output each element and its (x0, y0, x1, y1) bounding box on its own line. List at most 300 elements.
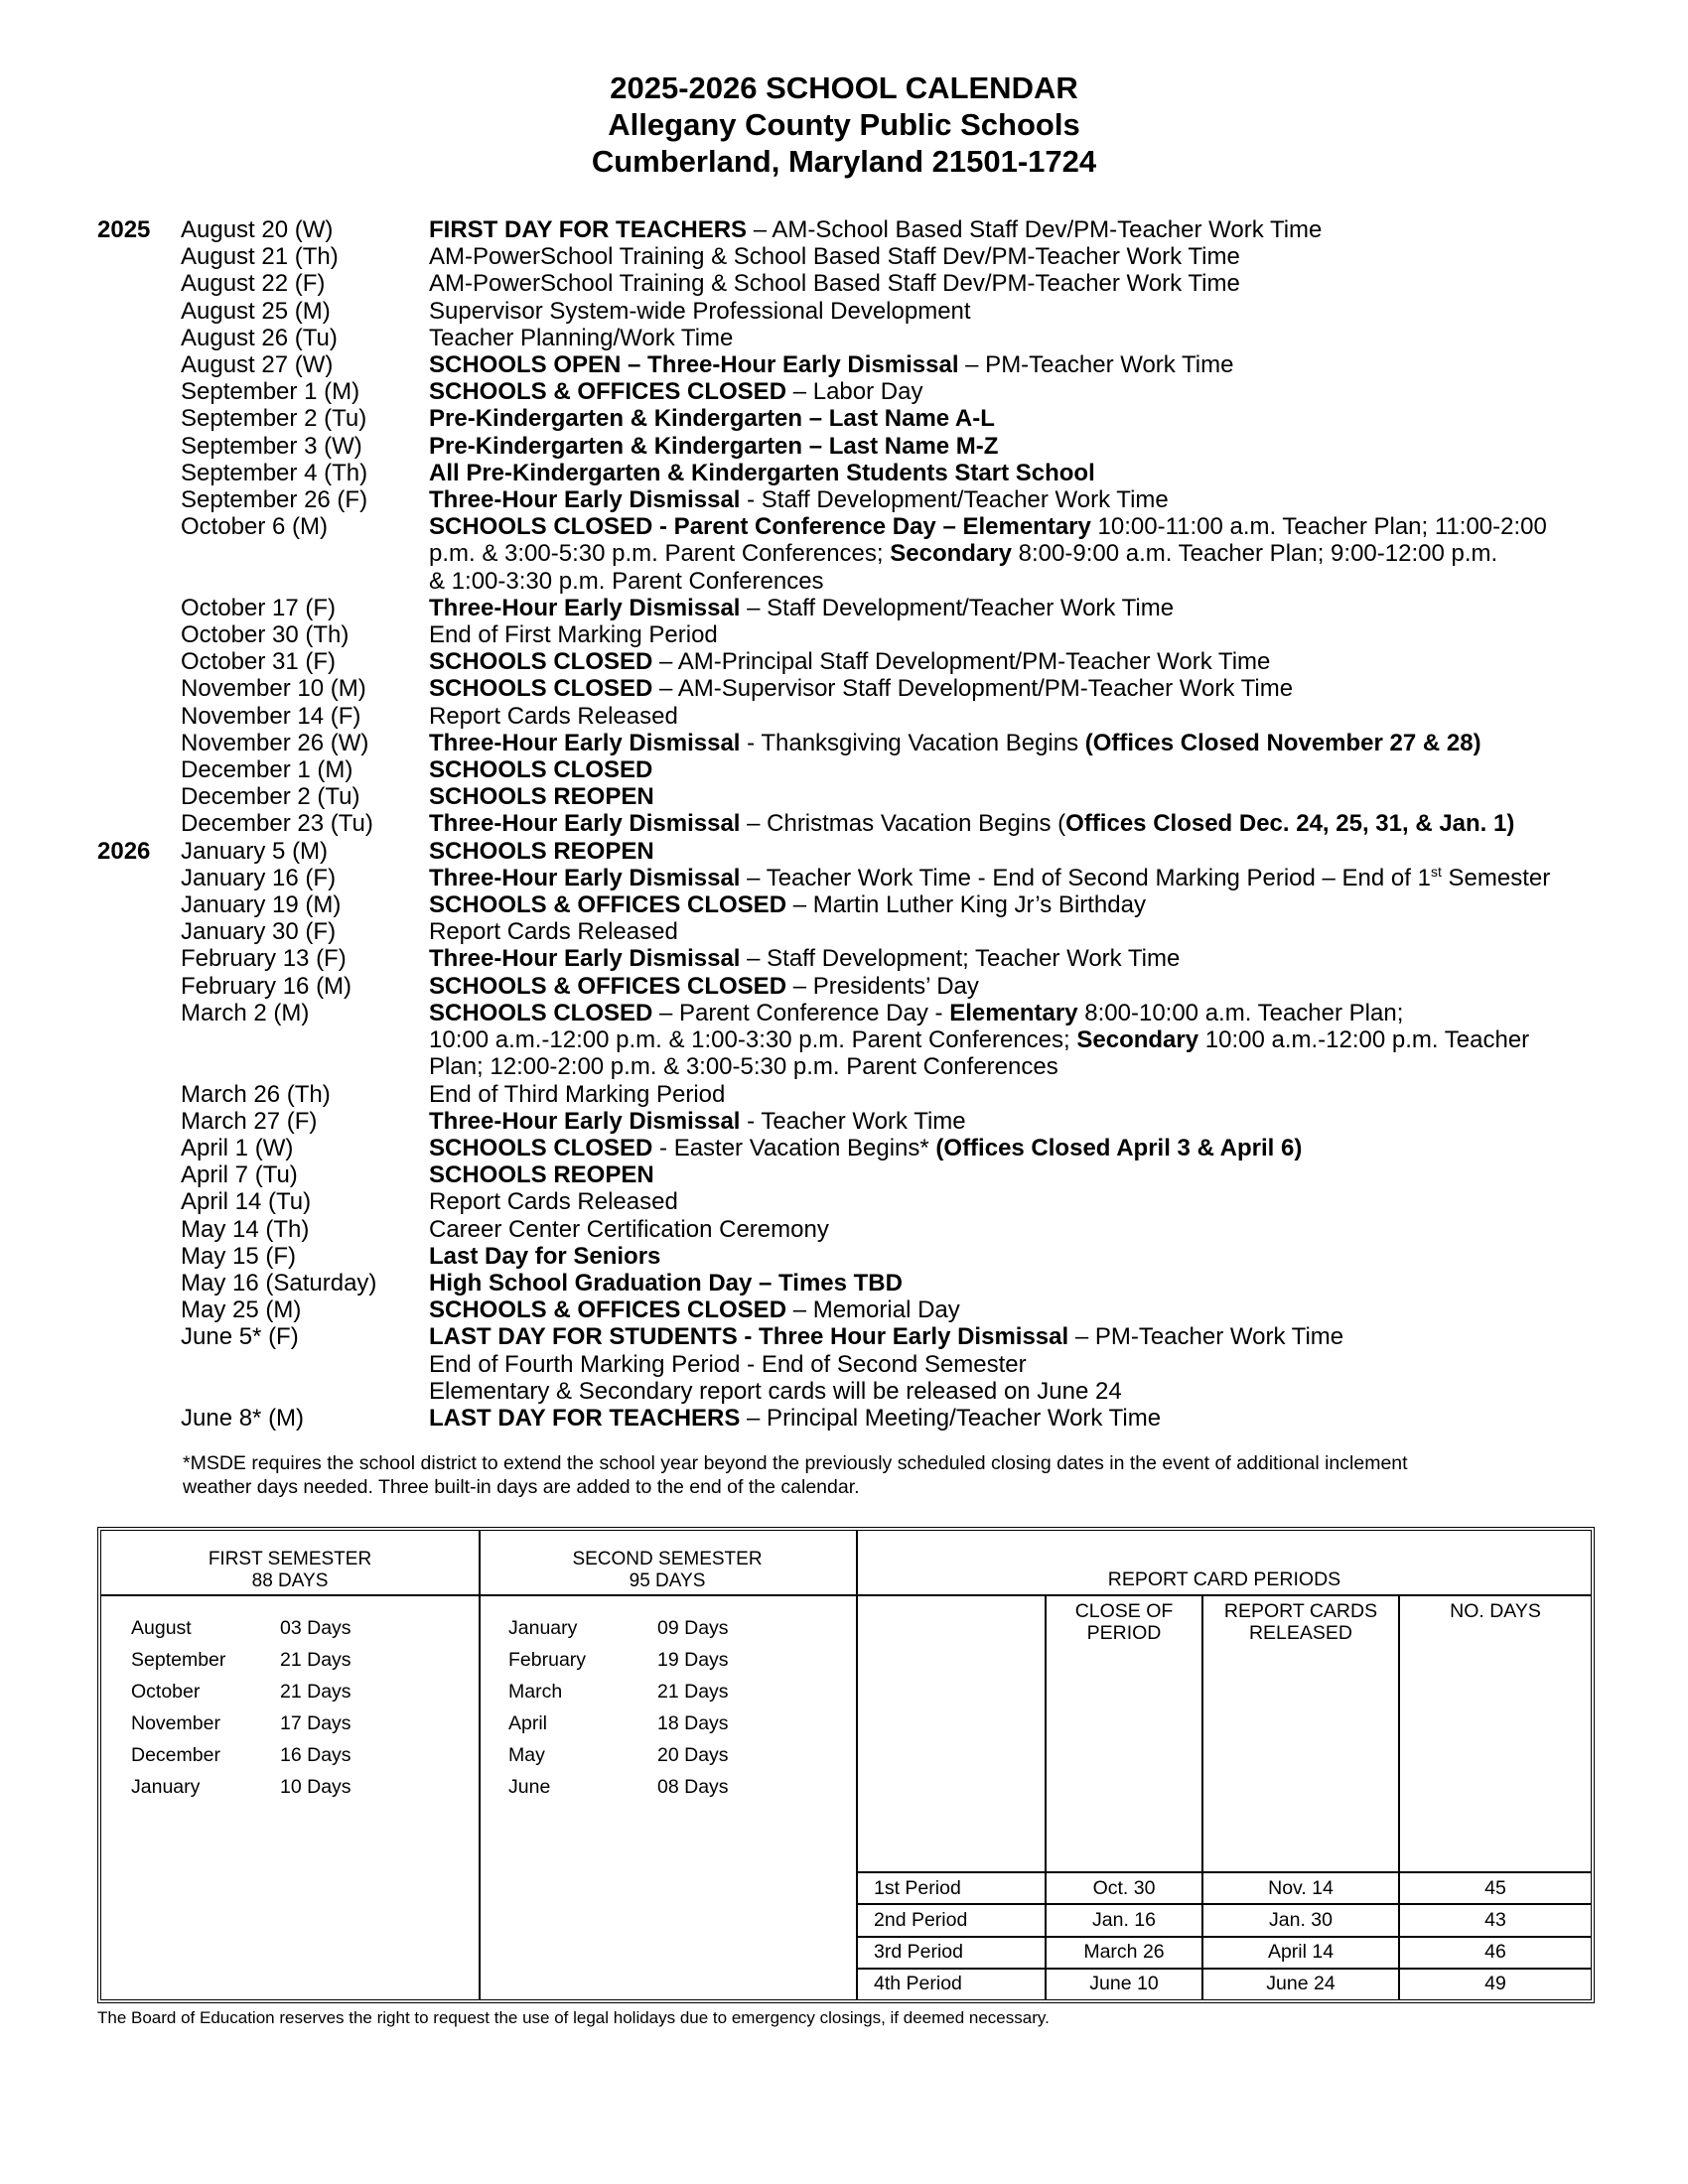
schedule-date: June 8* (M) (181, 1404, 305, 1432)
schedule-date: April 7 (Tu) (181, 1161, 298, 1189)
schedule-year (97, 783, 181, 810)
schedule-date: November 26 (W) (181, 729, 369, 756)
schedule-row (97, 1270, 1646, 1297)
schedule-event (429, 460, 1646, 486)
schedule-event (429, 1000, 1646, 1081)
schedule-date: June 5* (F) (181, 1323, 299, 1351)
first-semester-header (101, 1531, 479, 1596)
report-period-close: Oct. 30 (1046, 1872, 1202, 1904)
schedule-date: August 20 (W) (181, 216, 334, 243)
schedule-date: May 16 (Saturday) (181, 1269, 377, 1297)
schedule-row (97, 918, 1646, 945)
first-semester-days: 88 DAYS (251, 1570, 329, 1591)
schedule-year (97, 891, 181, 918)
schedule-date: August 22 (F) (181, 270, 326, 298)
schedule-event (429, 1188, 1646, 1215)
schedule-date: February 13 (F) (181, 945, 347, 973)
month-name: January (508, 1617, 578, 1639)
schedule-event (429, 433, 1646, 460)
schedule-year (97, 1161, 181, 1188)
schedule-row (97, 405, 1646, 432)
schedule-date: October 17 (F) (181, 594, 337, 621)
schedule-year (97, 270, 181, 297)
month-days: 08 Days (657, 1776, 729, 1798)
first-semester-title: FIRST SEMESTER (208, 1549, 372, 1570)
schedule-year (97, 756, 181, 783)
event-text-segment: AM-PowerSchool Training & School Based Staff Dev/PM-Teacher Work Time (429, 243, 1240, 271)
schedule-year (97, 460, 181, 486)
report-period-released: Jan. 30 (1202, 1904, 1399, 1936)
schedule-event (429, 810, 1646, 837)
schedule-year (97, 945, 181, 972)
month-days: 21 Days (280, 1681, 352, 1703)
schedule-year (97, 1216, 181, 1243)
schedule-event (429, 1108, 1646, 1135)
event-text-segment: – AM-School Based Staff Dev/PM-Teacher Work Time (747, 216, 1323, 243)
schedule-row (97, 648, 1646, 675)
schedule-event (429, 270, 1646, 297)
event-text-segment: FIRST DAY FOR TEACHERS (429, 216, 748, 243)
report-period-close: Jan. 16 (1046, 1904, 1202, 1936)
schedule-date: April 1 (W) (181, 1134, 294, 1161)
event-text-segment: – Labor Day (786, 378, 923, 406)
schedule-row (97, 621, 1646, 648)
month-days: 20 Days (657, 1744, 729, 1766)
event-text-segment: All Pre-Kindergarten & Kindergarten Students Start School (429, 459, 1095, 486)
schedule-event (429, 675, 1646, 702)
schedule-event (429, 243, 1646, 270)
schedule-row (97, 1000, 1646, 1081)
event-text-segment: (Offices Closed April 3 & April 6) (935, 1134, 1303, 1161)
schedule-event (429, 513, 1646, 595)
schedule-event (429, 703, 1646, 730)
report-period-period: 3rd Period (858, 1937, 1046, 1969)
event-text-segment: SCHOOLS & OFFICES CLOSED (429, 972, 787, 1000)
schedule-date: May 25 (M) (181, 1297, 302, 1324)
event-text-segment: Pre-Kindergarten & Kindergarten – Last Name A-L (429, 405, 995, 433)
schedule-year (97, 1000, 181, 1081)
schedule-event (429, 378, 1646, 405)
event-text-segment: SCHOOLS REOPEN (429, 1161, 654, 1189)
schedule-row (97, 756, 1646, 783)
schedule-year (97, 298, 181, 325)
report-period-close: June 10 (1046, 1969, 1202, 1999)
schedule-row (97, 675, 1646, 702)
schedule-event (429, 298, 1646, 325)
no-days-header: NO. DAYS (1399, 1596, 1591, 1872)
report-period-period: 4th Period (858, 1969, 1046, 1999)
schedule-year (97, 1323, 181, 1405)
event-text-segment: LAST DAY FOR TEACHERS (429, 1404, 741, 1432)
report-period-days: 43 (1399, 1904, 1591, 1936)
report-period-days: 49 (1399, 1969, 1591, 1999)
month-row (508, 1707, 856, 1739)
month-days: 19 Days (657, 1649, 729, 1671)
second-semester-title: SECOND SEMESTER (572, 1549, 763, 1570)
event-text-segment: Three-Hour Early Dismissal (429, 486, 741, 514)
schedule-date: April 14 (Tu) (181, 1188, 312, 1216)
event-text-segment: 8:00-9:00 a.m. Teacher Plan; 9:00-12:00 p.m. & 1:00-3:30 p.m. Parent Conferences (429, 540, 1498, 595)
event-text-segment: SCHOOLS REOPEN (429, 837, 654, 865)
schedule-date: November 14 (F) (181, 702, 361, 730)
schedule-event (429, 783, 1646, 810)
document-header (0, 69, 1688, 180)
month-row (131, 1771, 479, 1803)
summary-table (97, 1527, 1595, 2003)
schedule-event (429, 1405, 1646, 1432)
event-text-segment: – Staff Development; Teacher Work Time (740, 945, 1181, 973)
schedule-row (97, 1081, 1646, 1108)
schedule-date: September 3 (W) (181, 432, 362, 460)
schedule-row (97, 945, 1646, 972)
event-text-segment: Semester (1441, 864, 1551, 891)
close-header-line2: PERIOD (1086, 1622, 1162, 1644)
report-period-close: March 26 (1046, 1937, 1202, 1969)
month-name: January (131, 1776, 201, 1798)
schedule-year (97, 433, 181, 460)
month-name: November (131, 1712, 220, 1734)
schedule-event (429, 325, 1646, 351)
event-text-segment: Secondary (890, 540, 1012, 568)
schedule-year (97, 1297, 181, 1323)
event-text-segment: 8:00-10:00 a.m. Teacher Plan; 10:00 a.m.-12:00 p.m. & 1:00-3:30 p.m. Parent Conferences; (429, 999, 1404, 1054)
month-row (131, 1739, 479, 1771)
event-text-segment: – Parent Conference Day - (652, 999, 950, 1026)
event-text-segment: SCHOOLS CLOSED (429, 648, 653, 676)
month-row (131, 1612, 479, 1644)
schedule-list (97, 216, 1646, 1432)
schedule-row (97, 1135, 1646, 1161)
month-name: February (508, 1649, 587, 1671)
schedule-year (97, 1135, 181, 1161)
event-text-segment: Three-Hour Early Dismissal (429, 729, 741, 756)
event-text-segment: Three-Hour Early Dismissal (429, 864, 741, 891)
month-name: October (131, 1681, 201, 1703)
event-text-segment: SCHOOLS & OFFICES CLOSED (429, 1297, 787, 1324)
schedule-event (429, 945, 1646, 972)
month-name: March (508, 1681, 563, 1703)
schedule-event (429, 1216, 1646, 1243)
report-period-days: 46 (1399, 1937, 1591, 1969)
schedule-date: May 15 (F) (181, 1242, 297, 1270)
report-period-released: June 24 (1202, 1969, 1399, 1999)
first-semester-column (101, 1531, 481, 1999)
schedule-row (97, 783, 1646, 810)
close-header-line1: CLOSE OF (1074, 1600, 1174, 1622)
schedule-date: August 25 (M) (181, 297, 331, 325)
district-name: Allegany County Public Schools (608, 107, 1080, 142)
event-text-segment: Offices Closed Dec. 24, 25, 31, & Jan. 1) (1065, 810, 1515, 838)
report-period-released: Nov. 14 (1202, 1872, 1399, 1904)
report-period-days: 45 (1399, 1872, 1591, 1904)
schedule-row (97, 298, 1646, 325)
event-text-segment: - Thanksgiving Vacation Begins (740, 729, 1085, 756)
event-text-segment: Three-Hour Early Dismissal (429, 810, 741, 838)
month-row (131, 1644, 479, 1676)
schedule-year (97, 865, 181, 891)
event-text-segment: – PM-Teacher Work Time (958, 351, 1234, 379)
schedule-date: March 27 (F) (181, 1107, 318, 1135)
schedule-event (429, 1270, 1646, 1297)
calendar-title: 2025-2026 SCHOOL CALENDAR (610, 70, 1078, 105)
second-semester-months (479, 1596, 856, 1803)
schedule-row (97, 730, 1646, 756)
report-cards-released-header (1202, 1596, 1399, 1872)
event-text-segment: SCHOOLS CLOSED (429, 675, 653, 703)
schedule-date: September 1 (M) (181, 378, 360, 406)
schedule-row (97, 1405, 1646, 1432)
second-semester-column (479, 1531, 858, 1999)
report-card-grid (858, 1596, 1591, 1999)
schedule-row (97, 1297, 1646, 1323)
msde-note: *MSDE requires the school district to extend the school year beyond the previously scheduled closing dates in the event of additional inclement weather days needed. Three built-in days are added to the end of the calendar. (183, 1452, 1408, 1498)
event-text-segment: Elementary (949, 999, 1078, 1026)
schedule-event (429, 216, 1646, 243)
report-period-row (858, 1937, 1591, 1969)
schedule-year (97, 1243, 181, 1270)
event-text-segment: SCHOOLS CLOSED - Parent Conference Day – Elementary (429, 513, 1091, 541)
schedule-row (97, 1243, 1646, 1270)
event-text-segment: Supervisor System-wide Professional Development (429, 297, 971, 325)
second-semester-header (479, 1531, 856, 1596)
schedule-date: December 1 (M) (181, 756, 353, 784)
period-header-blank (858, 1596, 1046, 1872)
event-text-segment: – Memorial Day (786, 1297, 960, 1324)
schedule-event (429, 1323, 1646, 1405)
report-period-released: April 14 (1202, 1937, 1399, 1969)
event-text-segment: – Staff Development/Teacher Work Time (740, 594, 1175, 621)
month-days: 18 Days (657, 1712, 729, 1734)
event-text-segment: – AM-Principal Staff Development/PM-Teacher Work Time (652, 648, 1271, 676)
schedule-date: January 5 (M) (181, 837, 329, 865)
schedule-date: September 2 (Tu) (181, 405, 367, 433)
board-footnote: The Board of Education reserves the right to request the use of legal holidays due to emergency closings, if deemed necessary. (97, 2008, 1050, 2027)
report-period-period: 1st Period (858, 1872, 1046, 1904)
schedule-event (429, 730, 1646, 756)
event-text-segment: Report Cards Released (429, 1188, 678, 1216)
month-name: April (508, 1712, 548, 1734)
event-text-segment: – Presidents’ Day (786, 972, 979, 1000)
event-text-segment: – Martin Luther King Jr’s Birthday (786, 891, 1146, 919)
schedule-date: October 6 (M) (181, 513, 329, 541)
schedule-row (97, 486, 1646, 513)
district-address: Cumberland, Maryland 21501-1724 (591, 144, 1097, 179)
schedule-year (97, 648, 181, 675)
event-text-segment: Three-Hour Early Dismissal (429, 594, 741, 621)
schedule-event (429, 486, 1646, 513)
event-text-segment: Secondary (1076, 1026, 1199, 1054)
schedule-event (429, 918, 1646, 945)
schedule-year (97, 703, 181, 730)
schedule-row (97, 865, 1646, 891)
schedule-year (97, 595, 181, 621)
month-name: December (131, 1744, 220, 1766)
schedule-date: August 26 (Tu) (181, 324, 338, 351)
event-text-segment: End of First Marking Period (429, 621, 718, 649)
schedule-year (97, 351, 181, 378)
schedule-event (429, 595, 1646, 621)
schedule-event (429, 838, 1646, 865)
schedule-year (97, 513, 181, 595)
schedule-year (97, 378, 181, 405)
schedule-date: August 27 (W) (181, 351, 334, 379)
event-text-segment: SCHOOLS & OFFICES CLOSED (429, 891, 787, 919)
event-text-segment: 10:00-11:00 a.m. Teacher Plan; 11:00-2:00 p.m. & 3:00-5:30 p.m. Parent Conferences; (429, 513, 1547, 568)
schedule-event (429, 621, 1646, 648)
schedule-date: March 26 (Th) (181, 1080, 331, 1108)
schedule-event (429, 756, 1646, 783)
event-text-segment: Three-Hour Early Dismissal (429, 1107, 741, 1135)
schedule-row (97, 351, 1646, 378)
month-name: August (131, 1617, 192, 1639)
schedule-date: March 2 (M) (181, 999, 310, 1026)
event-text-segment: – Principal Meeting/Teacher Work Time (740, 1404, 1162, 1432)
schedule-year (97, 810, 181, 837)
schedule-row (97, 325, 1646, 351)
month-row (508, 1644, 856, 1676)
schedule-date: October 31 (F) (181, 648, 337, 676)
schedule-date: November 10 (M) (181, 675, 366, 703)
event-text-segment: – PM-Teacher Work Time End of Fourth Marking Period - End of Second Semester Elementary & Secondary report cards will be released on June 24 (429, 1323, 1344, 1405)
event-text-segment: AM-PowerSchool Training & School Based Staff Dev/PM-Teacher Work Time (429, 270, 1240, 298)
event-text-segment: Last Day for Seniors (429, 1242, 661, 1270)
schedule-event (429, 1243, 1646, 1270)
schedule-event (429, 1135, 1646, 1161)
schedule-date: August 21 (Th) (181, 243, 339, 271)
report-period-row (858, 1872, 1591, 1904)
schedule-event (429, 1081, 1646, 1108)
month-row (508, 1676, 856, 1707)
released-header-line1: REPORT CARDS (1223, 1600, 1378, 1622)
month-days: 21 Days (280, 1649, 352, 1671)
month-days: 10 Days (280, 1776, 352, 1798)
event-text-segment: SCHOOLS CLOSED (429, 999, 653, 1026)
schedule-year (97, 730, 181, 756)
month-row (508, 1612, 856, 1644)
event-text-segment: - Easter Vacation Begins* (652, 1134, 936, 1161)
event-text-segment: Pre-Kindergarten & Kindergarten – Last Name M-Z (429, 432, 999, 460)
report-card-title: REPORT CARD PERIODS (858, 1531, 1591, 1596)
schedule-row (97, 973, 1646, 1000)
schedule-event (429, 865, 1646, 891)
event-text-segment: SCHOOLS OPEN – Three-Hour Early Dismissal (429, 351, 959, 379)
schedule-row (97, 433, 1646, 460)
schedule-row (97, 891, 1646, 918)
month-days: 17 Days (280, 1712, 352, 1734)
event-text-segment: – Teacher Work Time - End of Second Marking Period – End of 1 (740, 864, 1431, 891)
event-text-segment: – AM-Supervisor Staff Development/PM-Teacher Work Time (652, 675, 1294, 703)
schedule-row (97, 1216, 1646, 1243)
schedule-row (97, 460, 1646, 486)
schedule-date: September 26 (F) (181, 486, 368, 514)
month-days: 21 Days (657, 1681, 729, 1703)
schedule-event (429, 351, 1646, 378)
month-name: September (131, 1649, 226, 1671)
schedule-row (97, 1323, 1646, 1405)
schedule-row (97, 838, 1646, 865)
report-card-column (858, 1531, 1591, 1999)
schedule-date: February 16 (M) (181, 972, 352, 1000)
event-text-segment: SCHOOLS & OFFICES CLOSED (429, 378, 787, 406)
event-text-segment: SCHOOLS CLOSED (429, 756, 653, 784)
schedule-row (97, 513, 1646, 595)
event-text-segment: – Christmas Vacation Begins ( (740, 810, 1066, 838)
event-text-segment: SCHOOLS CLOSED (429, 1134, 653, 1161)
schedule-row (97, 1108, 1646, 1135)
month-row (131, 1676, 479, 1707)
month-days: 03 Days (280, 1617, 352, 1639)
schedule-date: September 4 (Th) (181, 459, 368, 486)
schedule-date: January 19 (M) (181, 891, 342, 919)
schedule-row (97, 703, 1646, 730)
event-text-segment: Career Center Certification Ceremony (429, 1215, 829, 1243)
event-text-segment: End of Third Marking Period (429, 1080, 726, 1108)
event-text-segment: Teacher Planning/Work Time (429, 324, 734, 351)
month-name: June (508, 1776, 551, 1798)
report-card-header-row (858, 1596, 1591, 1872)
schedule-event (429, 648, 1646, 675)
schedule-event (429, 973, 1646, 1000)
schedule-year (97, 973, 181, 1000)
event-text-segment: st (1430, 863, 1442, 880)
schedule-row (97, 810, 1646, 837)
event-text-segment: LAST DAY FOR STUDENTS - Three Hour Early Dismissal (429, 1323, 1069, 1351)
event-text-segment: 10:00 a.m.-12:00 p.m. Teacher Plan; 12:00-2:00 p.m. & 3:00-5:30 p.m. Parent Conferences (429, 1026, 1530, 1081)
event-text-segment: - Teacher Work Time (740, 1107, 966, 1135)
schedule-year (97, 486, 181, 513)
event-text-segment: Three-Hour Early Dismissal (429, 945, 741, 973)
schedule-row (97, 1188, 1646, 1215)
released-header-line2: RELEASED (1248, 1622, 1353, 1644)
second-semester-days: 95 DAYS (629, 1570, 706, 1591)
schedule-year (97, 405, 181, 432)
report-period-period: 2nd Period (858, 1904, 1046, 1936)
close-of-period-header (1046, 1596, 1202, 1872)
schedule-year: 2026 (97, 837, 151, 865)
event-text-segment: (Offices Closed November 27 & 28) (1084, 729, 1481, 756)
schedule-year (97, 1270, 181, 1297)
event-text-segment: Report Cards Released (429, 702, 678, 730)
schedule-event (429, 405, 1646, 432)
schedule-year: 2025 (97, 216, 151, 243)
event-text-segment: High School Graduation Day – Times TBD (429, 1269, 903, 1297)
month-row (508, 1739, 856, 1771)
report-period-row (858, 1904, 1591, 1936)
event-text-segment: - Staff Development/Teacher Work Time (740, 486, 1169, 514)
schedule-row (97, 378, 1646, 405)
schedule-date: January 16 (F) (181, 864, 337, 891)
schedule-year (97, 675, 181, 702)
schedule-row (97, 243, 1646, 270)
report-period-row (858, 1969, 1591, 1999)
schedule-date: January 30 (F) (181, 918, 337, 946)
schedule-year (97, 1188, 181, 1215)
schedule-date: May 14 (Th) (181, 1215, 310, 1243)
schedule-row (97, 270, 1646, 297)
month-name: May (508, 1744, 545, 1766)
schedule-event (429, 1161, 1646, 1188)
schedule-row (97, 1161, 1646, 1188)
month-row (508, 1771, 856, 1803)
schedule-year (97, 1108, 181, 1135)
schedule-year (97, 325, 181, 351)
schedule-row (97, 595, 1646, 621)
month-days: 09 Days (657, 1617, 729, 1639)
schedule-date: December 2 (Tu) (181, 783, 360, 811)
first-semester-months (101, 1596, 479, 1803)
schedule-year (97, 621, 181, 648)
schedule-date: December 23 (Tu) (181, 810, 373, 838)
